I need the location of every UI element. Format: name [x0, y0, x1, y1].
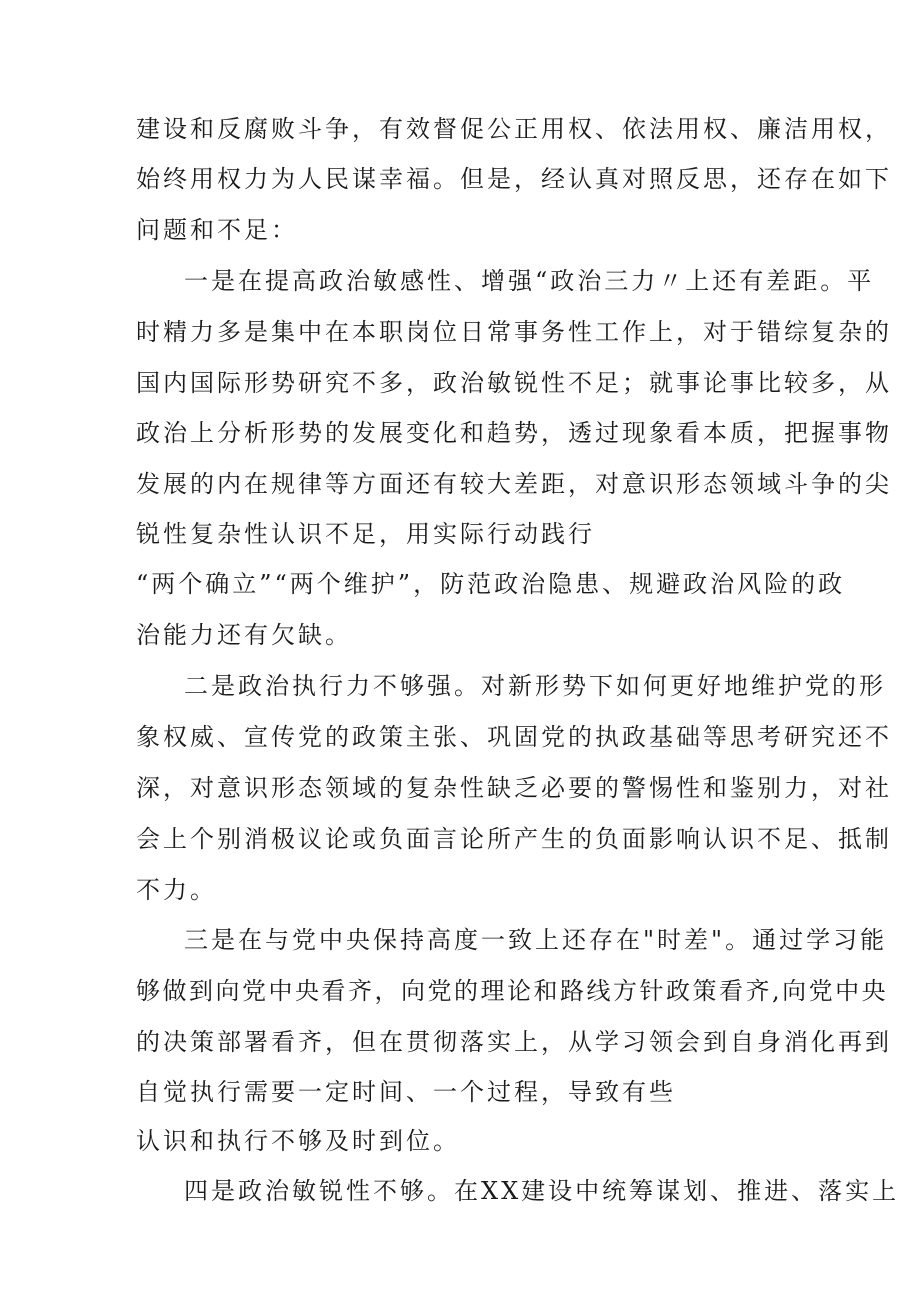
- text-line: 不力。: [136, 876, 217, 904]
- text-line: 锐性复杂性认识不足，用实际行动践行: [136, 520, 595, 548]
- text-line: 时精力多是集中在本职岗位日常事务性工作上，对于错综复杂的: [136, 318, 892, 346]
- text-line: 发展的内在规律等方面还有较大差距，对意识形态领域斗争的尖: [136, 470, 892, 498]
- text-line: 政治上分析形势的发展变化和趋势，透过现象看本质，把握事物: [136, 419, 892, 447]
- text-line: 的决策部署看齐，但在贯彻落实上，从学习领会到自身消化再到: [136, 1028, 892, 1056]
- text-line: 够做到向党中央看齐，向党的理论和路线方针政策看齐,向党中央: [136, 977, 889, 1005]
- text-line: 二是政治执行力不够强。对新形势下如何更好地维护党的形: [184, 672, 886, 700]
- text-line: 三是在与党中央保持高度一致上还存在"时差"。通过学习能: [184, 926, 888, 954]
- text-line: 会上个别消极议论或负面言论所产生的负面影响认识不足、抵制: [136, 825, 892, 853]
- text-line: 深，对意识形态领域的复杂性缺乏必要的警惕性和鉴别力，对社: [136, 774, 892, 802]
- text-line: 认识和执行不够及时到位。: [136, 1127, 460, 1155]
- text-line: 自觉执行需要一定时间、一个过程，导致有些: [136, 1078, 676, 1106]
- text-line: 始终用权力为人民谋幸福。但是，经认真对照反思，还存在如下: [136, 165, 892, 193]
- text-line: 国内国际形势研究不多，政治敏锐性不足；就事论事比较多，从: [136, 369, 892, 397]
- text-line: 象权威、宣传党的政策主张、巩固党的执政基础等思考研究还不: [136, 723, 892, 751]
- text-line: 治能力还有欠缺。: [136, 621, 352, 649]
- text-line: “两个确立”“两个维护”，防范政治隐患、规避政治风险的政: [136, 570, 846, 598]
- text-line: 四是政治敏锐性不够。在XX建设中统筹谋划、推进、落实上: [184, 1177, 900, 1205]
- text-line: 建设和反腐败斗争，有效督促公正用权、依法用权、廉洁用权，: [136, 115, 892, 143]
- text-line: 问题和不足：: [136, 216, 298, 244]
- text-line: 一是在提高政治敏感性、增强“政治三力〃上还有差距。平: [184, 267, 875, 295]
